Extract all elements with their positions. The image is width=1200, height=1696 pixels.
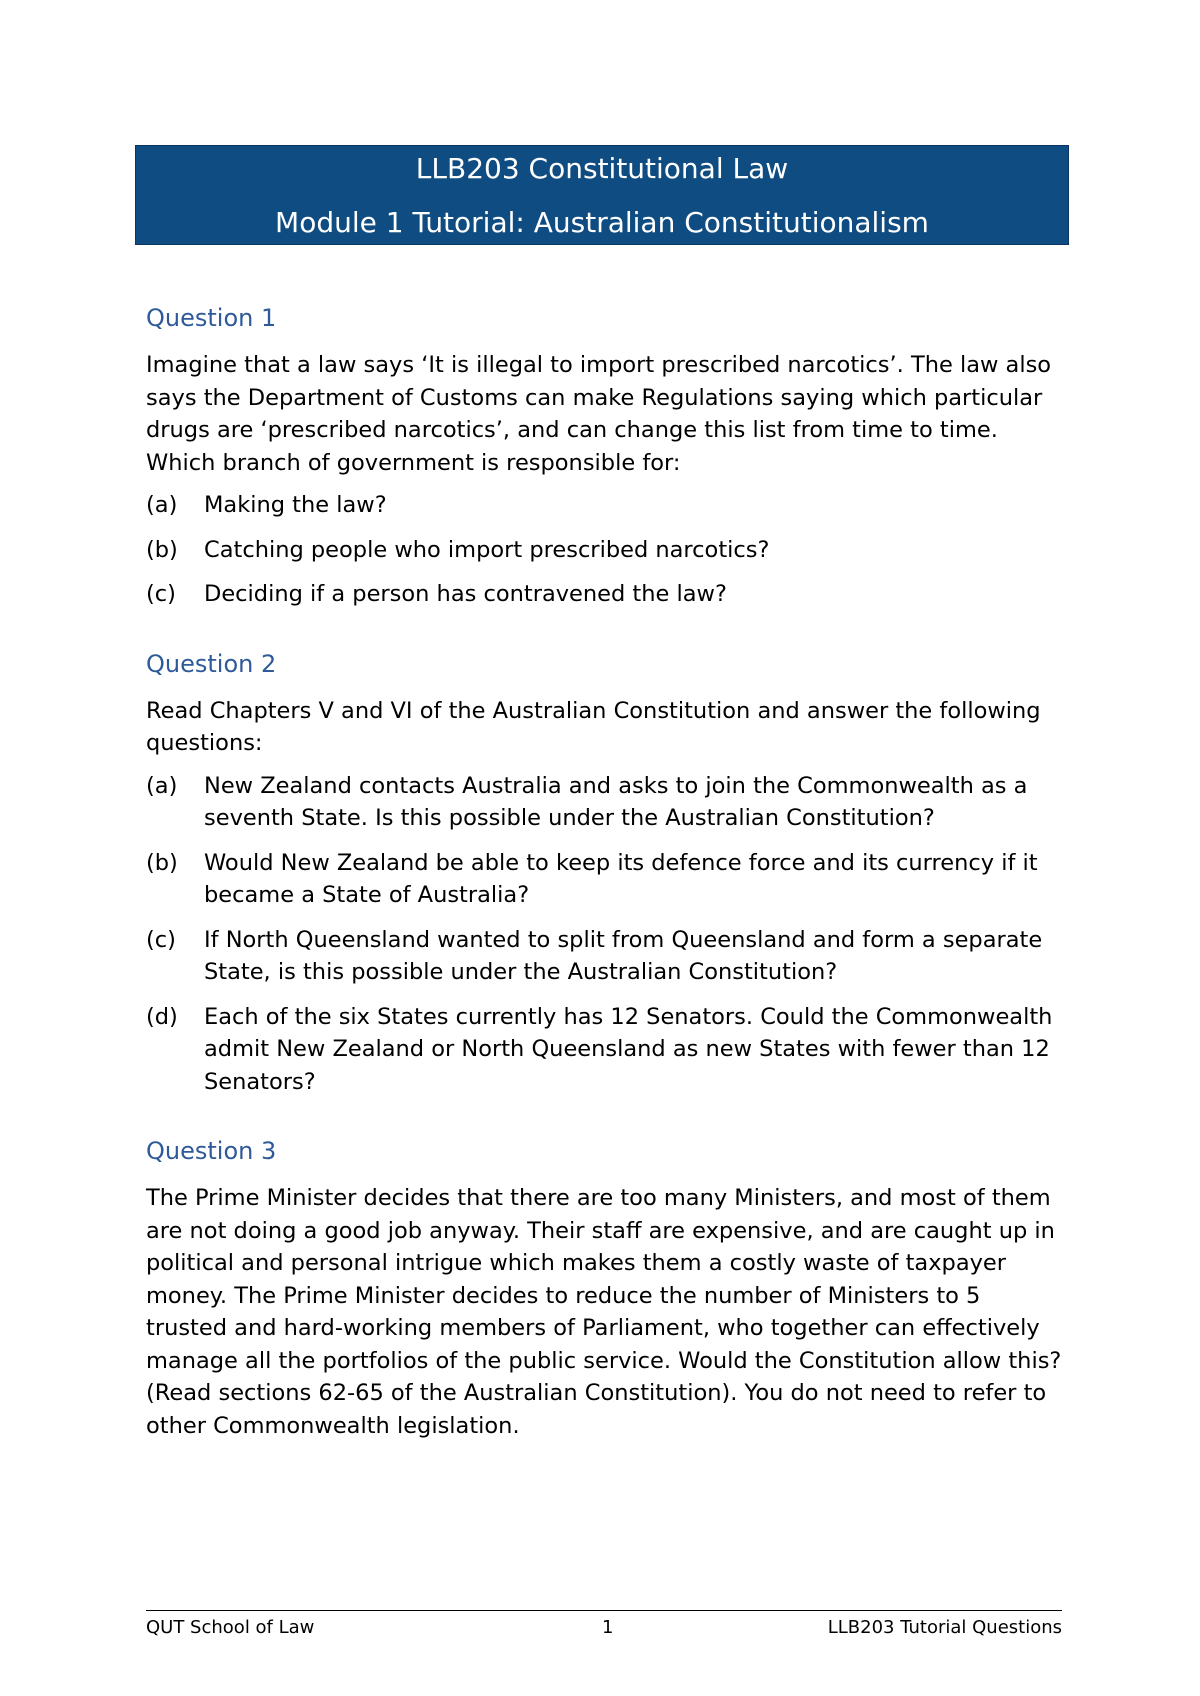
footer-document-title: LLB203 Tutorial Questions	[827, 1617, 1062, 1638]
sub-question-text: Each of the six States currently has 12 Senators. Could the Commonwealth admit New Zealand or North Queensland as new States with fewer than 12 Senators?	[204, 1003, 1053, 1095]
sub-question-label: (b)	[146, 536, 178, 563]
sub-question	[146, 770, 1066, 835]
sub-question-label: (a)	[146, 772, 178, 799]
question-body: Read Chapters V and VI of the Australian Constitution and answer the following questions:	[146, 697, 1041, 756]
question-heading: Question 2	[146, 649, 277, 678]
sub-question-text: Deciding if a person has contravened the law?	[204, 581, 727, 607]
question-body: Imagine that a law says ‘It is illegal to import prescribed narcotics’. The law also says the Department of Customs can make Regulations saying which particular drugs are ‘prescribed narcotics’, and can change this list from time to time. Which branch of government is responsible for:	[146, 352, 1052, 476]
page-number: 1	[602, 1617, 614, 1638]
sub-question-label: (a)	[146, 492, 178, 518]
page-footer	[146, 1610, 1062, 1638]
sub-question	[146, 534, 1066, 567]
question-3	[146, 1136, 1066, 1442]
course-title: LLB203 Constitutional Law	[415, 152, 789, 185]
document-content	[146, 303, 1066, 1452]
title-banner	[135, 145, 1069, 245]
sub-question-text: If North Queensland wanted to split from Queensland and form a separate State, is this possible under the Australian Constitution?	[204, 926, 1043, 985]
sub-question-list	[146, 489, 1066, 611]
sub-question-text: New Zealand contacts Australia and asks to join the Commonwealth as a seventh State. Is this possible under the Australian Constitution?	[204, 772, 1028, 831]
sub-question-text: Making the law?	[204, 492, 387, 518]
question-2	[146, 649, 1066, 1099]
sub-question-text: Would New Zealand be able to keep its defence force and its currency if it became a State of Australia?	[204, 849, 1038, 908]
sub-question	[146, 847, 1066, 912]
question-heading: Question 3	[146, 1137, 277, 1165]
module-title: Module 1 Tutorial: Australian Constitutionalism	[275, 206, 929, 239]
sub-question	[146, 489, 1066, 522]
question-body: The Prime Minister decides that there are too many Ministers, and most of them are not doing a good job anyway. Their staff are expensive, and are caught up in political and personal intrigue which makes them a costly waste of taxpayer money. The Prime Minister decides to reduce the number of Ministers to 5 trusted and hard-working members of Parliament, who together can effectively manage all the portfolios of the public service. Would the Constitution allow this? (Read sections 62-65 of the Australian Constitution). You do not need to refer to other Commonwealth legislation.	[146, 1185, 1062, 1439]
sub-question-label: (c)	[146, 581, 176, 607]
sub-question	[146, 578, 1066, 611]
sub-question-label: (b)	[146, 849, 178, 876]
footer-school: QUT School of Law	[146, 1617, 315, 1638]
question-heading: Question 1	[146, 304, 277, 332]
sub-question	[146, 924, 1066, 989]
sub-question-text: Catching people who import prescribed narcotics?	[204, 536, 770, 563]
sub-question-label: (c)	[146, 926, 176, 953]
question-1	[146, 303, 1066, 611]
sub-question	[146, 1001, 1066, 1099]
sub-question-label: (d)	[146, 1003, 178, 1030]
sub-question-list	[146, 770, 1066, 1099]
